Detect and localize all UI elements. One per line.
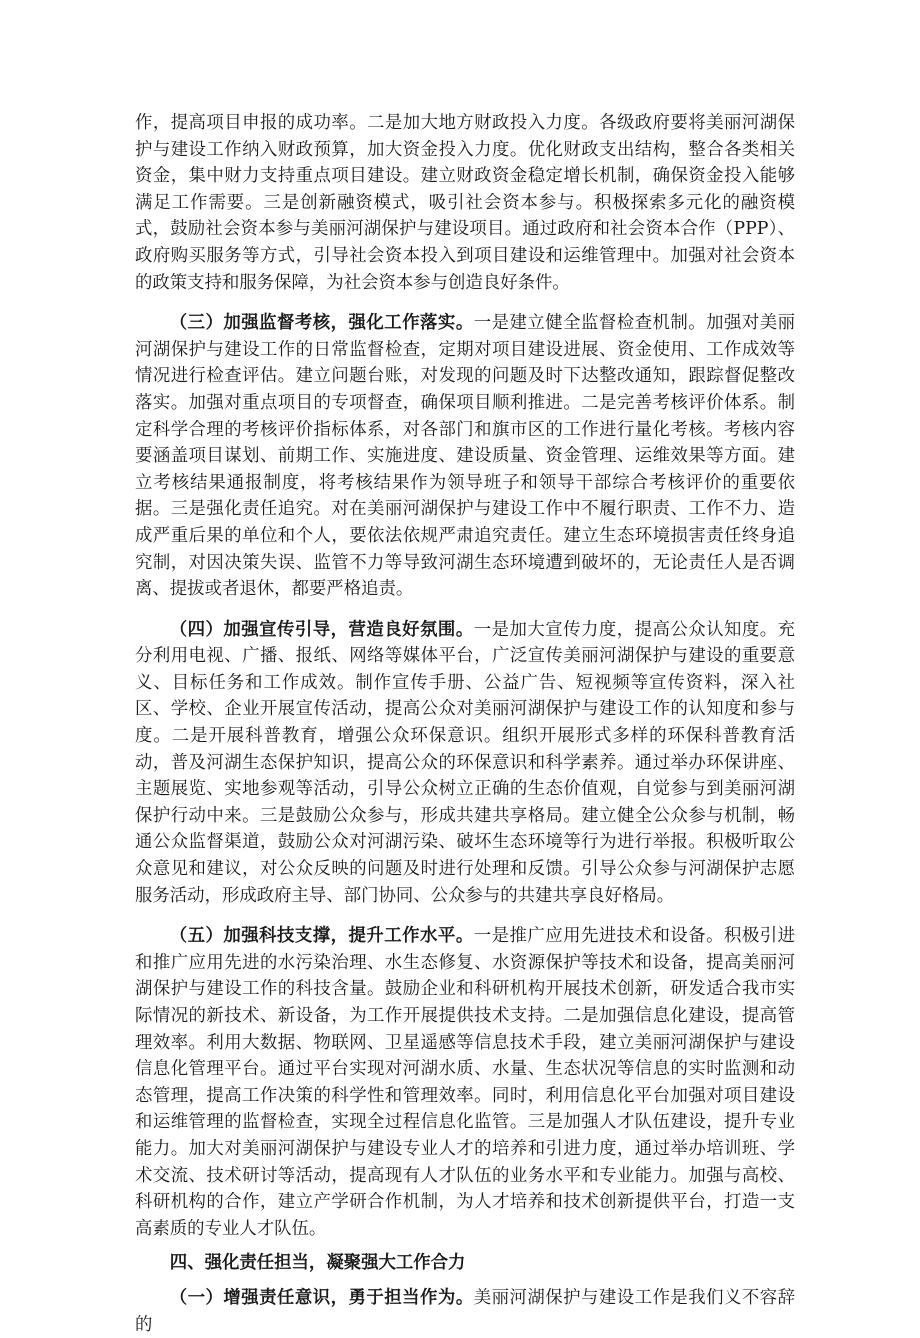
- section-3-lead: （三）加强监督考核，强化工作落实。: [169, 313, 474, 334]
- paragraph-gap: [135, 603, 795, 617]
- subsection-1-lead: （一）增强责任意识，勇于担当作为。: [169, 1287, 474, 1308]
- paragraph-funding-text: 作，提高项目申报的成功率。二是加大地方财政投入力度。各级政府要将美丽河湖保护与建设工作纳入财政预算，加大资金投入力度。优化财政支出结构，整合各类相关资金，集中财力支持重点项目建设。建立财政资金稳定增长机制，确保资金投入能够满足工作需要。三是创新融资模式，吸引社会资本参与。积极探索多元化的融资模式，鼓励社会资本参与美丽河湖保护与建设项目。通过政府和社会资本合作（PPP）、政府购买服务等方式，引导社会资本投入到项目建设和运维管理中。加强对社会资本的政策支持和服务保障，为社会资本参与创造良好条件。: [135, 113, 795, 293]
- paragraph-funding: [135, 110, 795, 296]
- paragraph-gap: [135, 909, 795, 923]
- paragraph-gap: [135, 296, 795, 310]
- section-5-text: 一是推广应用先进技术和设备。积极引进和推广应用先进的水污染治理、水生态修复、水资源保护等技术和设备，提高美丽河湖保护与建设工作的科技含量。鼓励企业和科研机构开展技术创新，研发适合我市实际情况的新技术、新设备，为工作开展提供技术支持。二是加强信息化建设，提高管理效率。利用大数据、物联网、卫星遥感等信息技术手段，建立美丽河湖保护与建设信息化管理平台。通过平台实现对河湖水质、水量、生态状况等信息的实时监测和动态管理，提高工作决策的科学性和管理效率。同时，利用信息化平台加强对项目建设和运维管理的监督检查，实现全过程信息化监管。三是加强人才队伍建设，提升专业能力。加大对美丽河湖保护与建设专业人才的培养和引进力度，通过举办培训班、学术交流、技术研讨等活动，提高现有人才队伍的业务水平和专业能力。加强与高校、科研机构的合作，建立产学研合作机制，为人才培养和技术创新提供平台，打造一支高素质的专业人才队伍。: [135, 926, 795, 1239]
- paragraph-gap: [135, 1242, 795, 1250]
- paragraph-gap: [135, 1277, 795, 1285]
- section-3-text: 一是建立健全监督检查机制。加强对美丽河湖保护与建设工作的日常监督检查，定期对项目建设进展、资金使用、工作成效等情况进行检查评估。建立问题台账，对发现的问题及时下达整改通知，跟踪督促整改落实。加强对重点项目的专项督查，确保项目顺利推进。二是完善考核评价体系。制定科学合理的考核评价指标体系，对各部门和旗市区的工作进行量化考核。考核内容要涵盖项目谋划、前期工作、实施进度、建设质量、资金管理、运维效果等方面。建立考核结果通报制度，将考核结果作为领导班子和领导干部综合考核评价的重要依据。三是强化责任追究。对在美丽河湖保护与建设工作中不履行职责、工作不力、造成严重后果的单位和个人，要依法依规严肃追究责任。建立生态环境损害责任终身追究制，对因决策失误、监管不力等导致河湖生态环境遭到破坏的，无论责任人是否调离、提拔或者退休，都要严格追责。: [135, 313, 795, 600]
- section-4-text: 一是加大宣传力度，提高公众认知度。充分利用电视、广播、报纸、网络等媒体平台，广泛宣传美丽河湖保护与建设的重要意义、目标任务和工作成效。制作宣传手册、公益广告、短视频等宣传资料，深入社区、学校、企业开展宣传活动，提高公众对美丽河湖保护与建设工作的认知度和参与度。二是开展科普教育，增强公众环保意识。组织开展形式多样的环保科普教育活动，普及河湖生态保护知识，提高公众的环保意识和科学素养。通过举办环保讲座、主题展览、实地参观等活动，引导公众树立正确的生态价值观，自觉参与到美丽河湖保护行动中来。三是鼓励公众参与，形成共建共享格局。建立健全公众参与机制，畅通公众监督渠道，鼓励公众对河湖污染、破坏生态环境等行为进行举报。积极听取公众意见和建议，对公众反映的问题及时进行处理和反馈。引导公众参与河湖保护志愿服务活动，形成政府主导、部门协同、公众参与的共建共享良好格局。: [135, 619, 795, 906]
- subsection-1-text: 美丽河湖保护与建设工作是我们义不容辞的: [135, 1287, 795, 1335]
- paragraph-technology: [135, 923, 795, 1242]
- chapter-heading-4: 四、强化责任担当，凝聚强大工作合力: [169, 1253, 466, 1274]
- paragraph-responsibility: [135, 1285, 795, 1338]
- document-page: [135, 110, 795, 1338]
- paragraph-publicity: [135, 617, 795, 910]
- section-5-lead: （五）加强科技支撑，提升工作水平。: [169, 926, 474, 947]
- paragraph-supervision: [135, 310, 795, 603]
- section-4-lead: （四）加强宣传引导，营造良好氛围。: [169, 619, 474, 640]
